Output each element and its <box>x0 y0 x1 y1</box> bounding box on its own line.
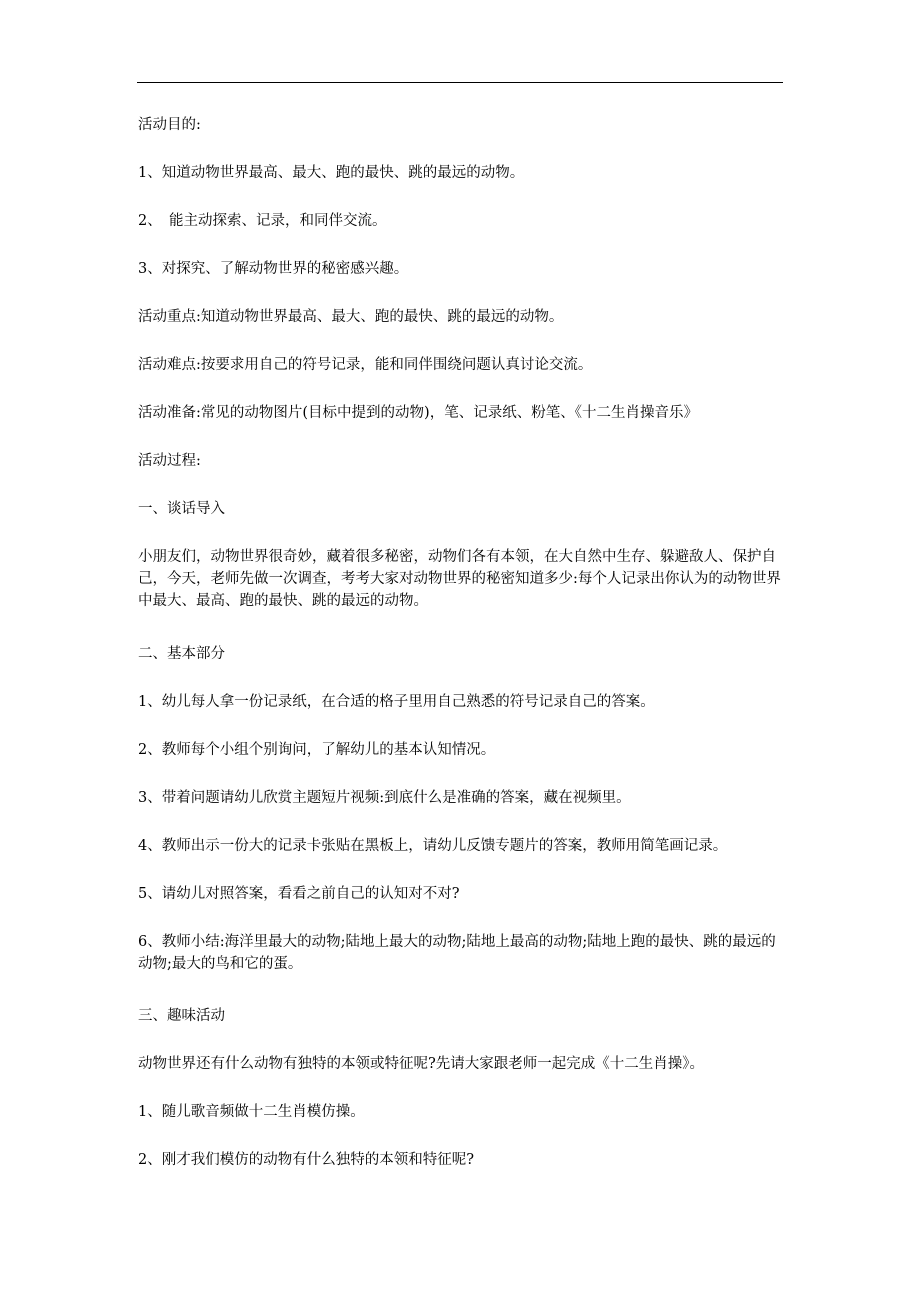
key-points-paragraph: 活动重点:知道动物世界最高、最大、跑的最快、跳的最远的动物。 <box>138 309 564 325</box>
section-heading-objectives: 活动目的: <box>138 117 201 133</box>
list-item: 2、教师每个小组个别询问，了解幼儿的基本认知情况。 <box>138 742 496 758</box>
list-item: 1、知道动物世界最高、最大、跑的最快、跳的最远的动物。 <box>138 165 525 181</box>
fun-intro-paragraph: 动物世界还有什么动物有独特的本领或特征呢?先请大家跟老师一起完成《十二生肖操》。 <box>138 1056 705 1072</box>
header-rule <box>137 82 783 83</box>
section-heading-intro: 一、谈话导入 <box>138 501 225 517</box>
list-item: 4、教师出示一份大的记录卡张贴在黑板上，请幼儿反馈专题片的答案，教师用简笔画记录。 <box>138 838 728 854</box>
section-heading-process: 活动过程: <box>138 453 201 469</box>
intro-paragraph: 小朋友们，动物世界很奇妙，藏着很多秘密，动物们各有本领，在大自然中生存、躲避敌人、保护自己，今天，老师先做一次调查，考考大家对动物世界的秘密知道多少:每个人记录出你认为的动物世界中最大、最高、跑的最快、跳的最远的动物。 <box>138 549 781 609</box>
list-item: 1、幼儿每人拿一份记录纸，在合适的格子里用自己熟悉的符号记录自己的答案。 <box>138 694 655 710</box>
list-item: 3、对探究、了解动物世界的秘密感兴趣。 <box>138 261 409 277</box>
list-item: 1、随儿歌音频做十二生肖模仿操。 <box>138 1104 365 1120</box>
difficulties-paragraph: 活动难点:按要求用自己的符号记录，能和同伴围绕问题认真讨论交流。 <box>138 357 593 373</box>
list-item: 2、刚才我们模仿的动物有什么独特的本领和特征呢? <box>138 1152 474 1168</box>
list-item: 2、 能主动探索、记录，和同伴交流。 <box>138 213 387 229</box>
section-heading-fun: 三、趣味活动 <box>138 1008 225 1024</box>
list-item: 6、教师小结:海洋里最大的动物;陆地上最大的动物;陆地上最高的动物;陆地上跑的最快、跳的最远的动物;最大的鸟和它的蛋。 <box>138 934 776 972</box>
section-heading-main: 二、基本部分 <box>138 646 225 662</box>
list-item: 3、带着问题请幼儿欣赏主题短片视频:到底什么是准确的答案，藏在视频里。 <box>138 790 631 806</box>
list-item: 5、请幼儿对照答案，看看之前自己的认知对不对? <box>138 886 460 902</box>
preparation-paragraph: 活动准备:常见的动物图片(目标中提到的动物)，笔、记录纸、粉笔、《十二生肖操音乐》 <box>138 405 698 421</box>
